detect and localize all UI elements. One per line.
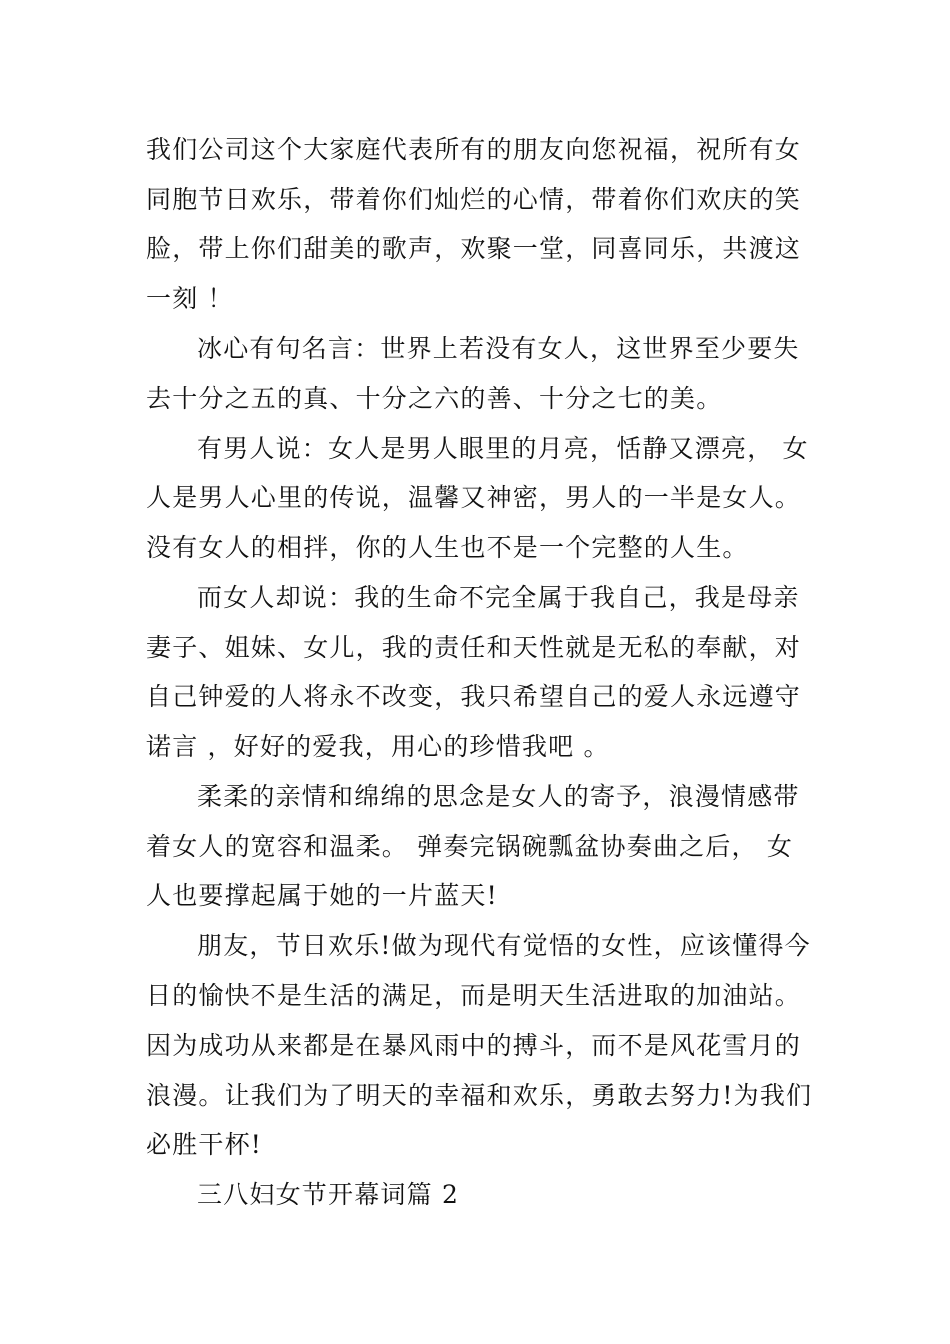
text-line: 因为成功从来都是在暴风雨中的搏斗，而不是风花雪月的 [146,1031,802,1060]
text-line: 诺言 ，好好的爱我，用心的珍惜我吧 。 [146,732,610,761]
text-line: 日的愉快不是生活的满足，而是明天生活进取的加油站。 [146,981,802,1010]
text-line: 自己钟爱的人将永不改变，我只希望自己的爱人永远遵守 [146,682,802,711]
text-line: 有男人说：女人是男人眼里的月亮，恬静又漂亮， 女 [197,434,809,463]
text-line: 我们公司这个大家庭代表所有的朋友向您祝福，祝所有女 [146,135,802,164]
text-line: 必胜干杯! [146,1130,263,1159]
text-line: 柔柔的亲情和绵绵的思念是女人的寄予，浪漫情感带 [197,782,800,811]
section-heading: 三八妇女节开幕词篇 2 [197,1180,460,1209]
text-line: 没有女人的相拌，你的人生也不是一个完整的人生。 [146,533,749,562]
text-line: 一刻 ！ [146,284,234,313]
text-line: 人也要撑起属于她的一片蓝天! [146,881,498,910]
text-line: 人是男人心里的传说，温馨又神密，男人的一半是女人。 [146,483,802,512]
text-line: 去十分之五的真、十分之六的善、十分之七的美。 [146,384,723,413]
text-line: 朋友，节日欢乐!做为现代有觉悟的女性，应该懂得今 [197,931,811,960]
text-line: 脸，带上你们甜美的歌声，欢聚一堂，同喜同乐，共渡这 [146,234,802,263]
text-line: 浪漫。让我们为了明天的幸福和欢乐，勇敢去努力!为我们 [146,1081,813,1110]
text-line: 着女人的宽容和温柔。 弹奏完锅碗瓢盆协奏曲之后， 女 [146,832,794,861]
text-line: 冰心有句名言：世界上若没有女人，这世界至少要失 [197,334,800,363]
text-line: 同胞节日欢乐，带着你们灿烂的心情，带着你们欢庆的笑 [146,185,802,214]
text-line: 妻子、姐妹、女儿，我的责任和天性就是无私的奉献，对 [146,633,802,662]
text-line: 而女人却说：我的生命不完全属于我自己，我是母亲 [197,583,800,612]
